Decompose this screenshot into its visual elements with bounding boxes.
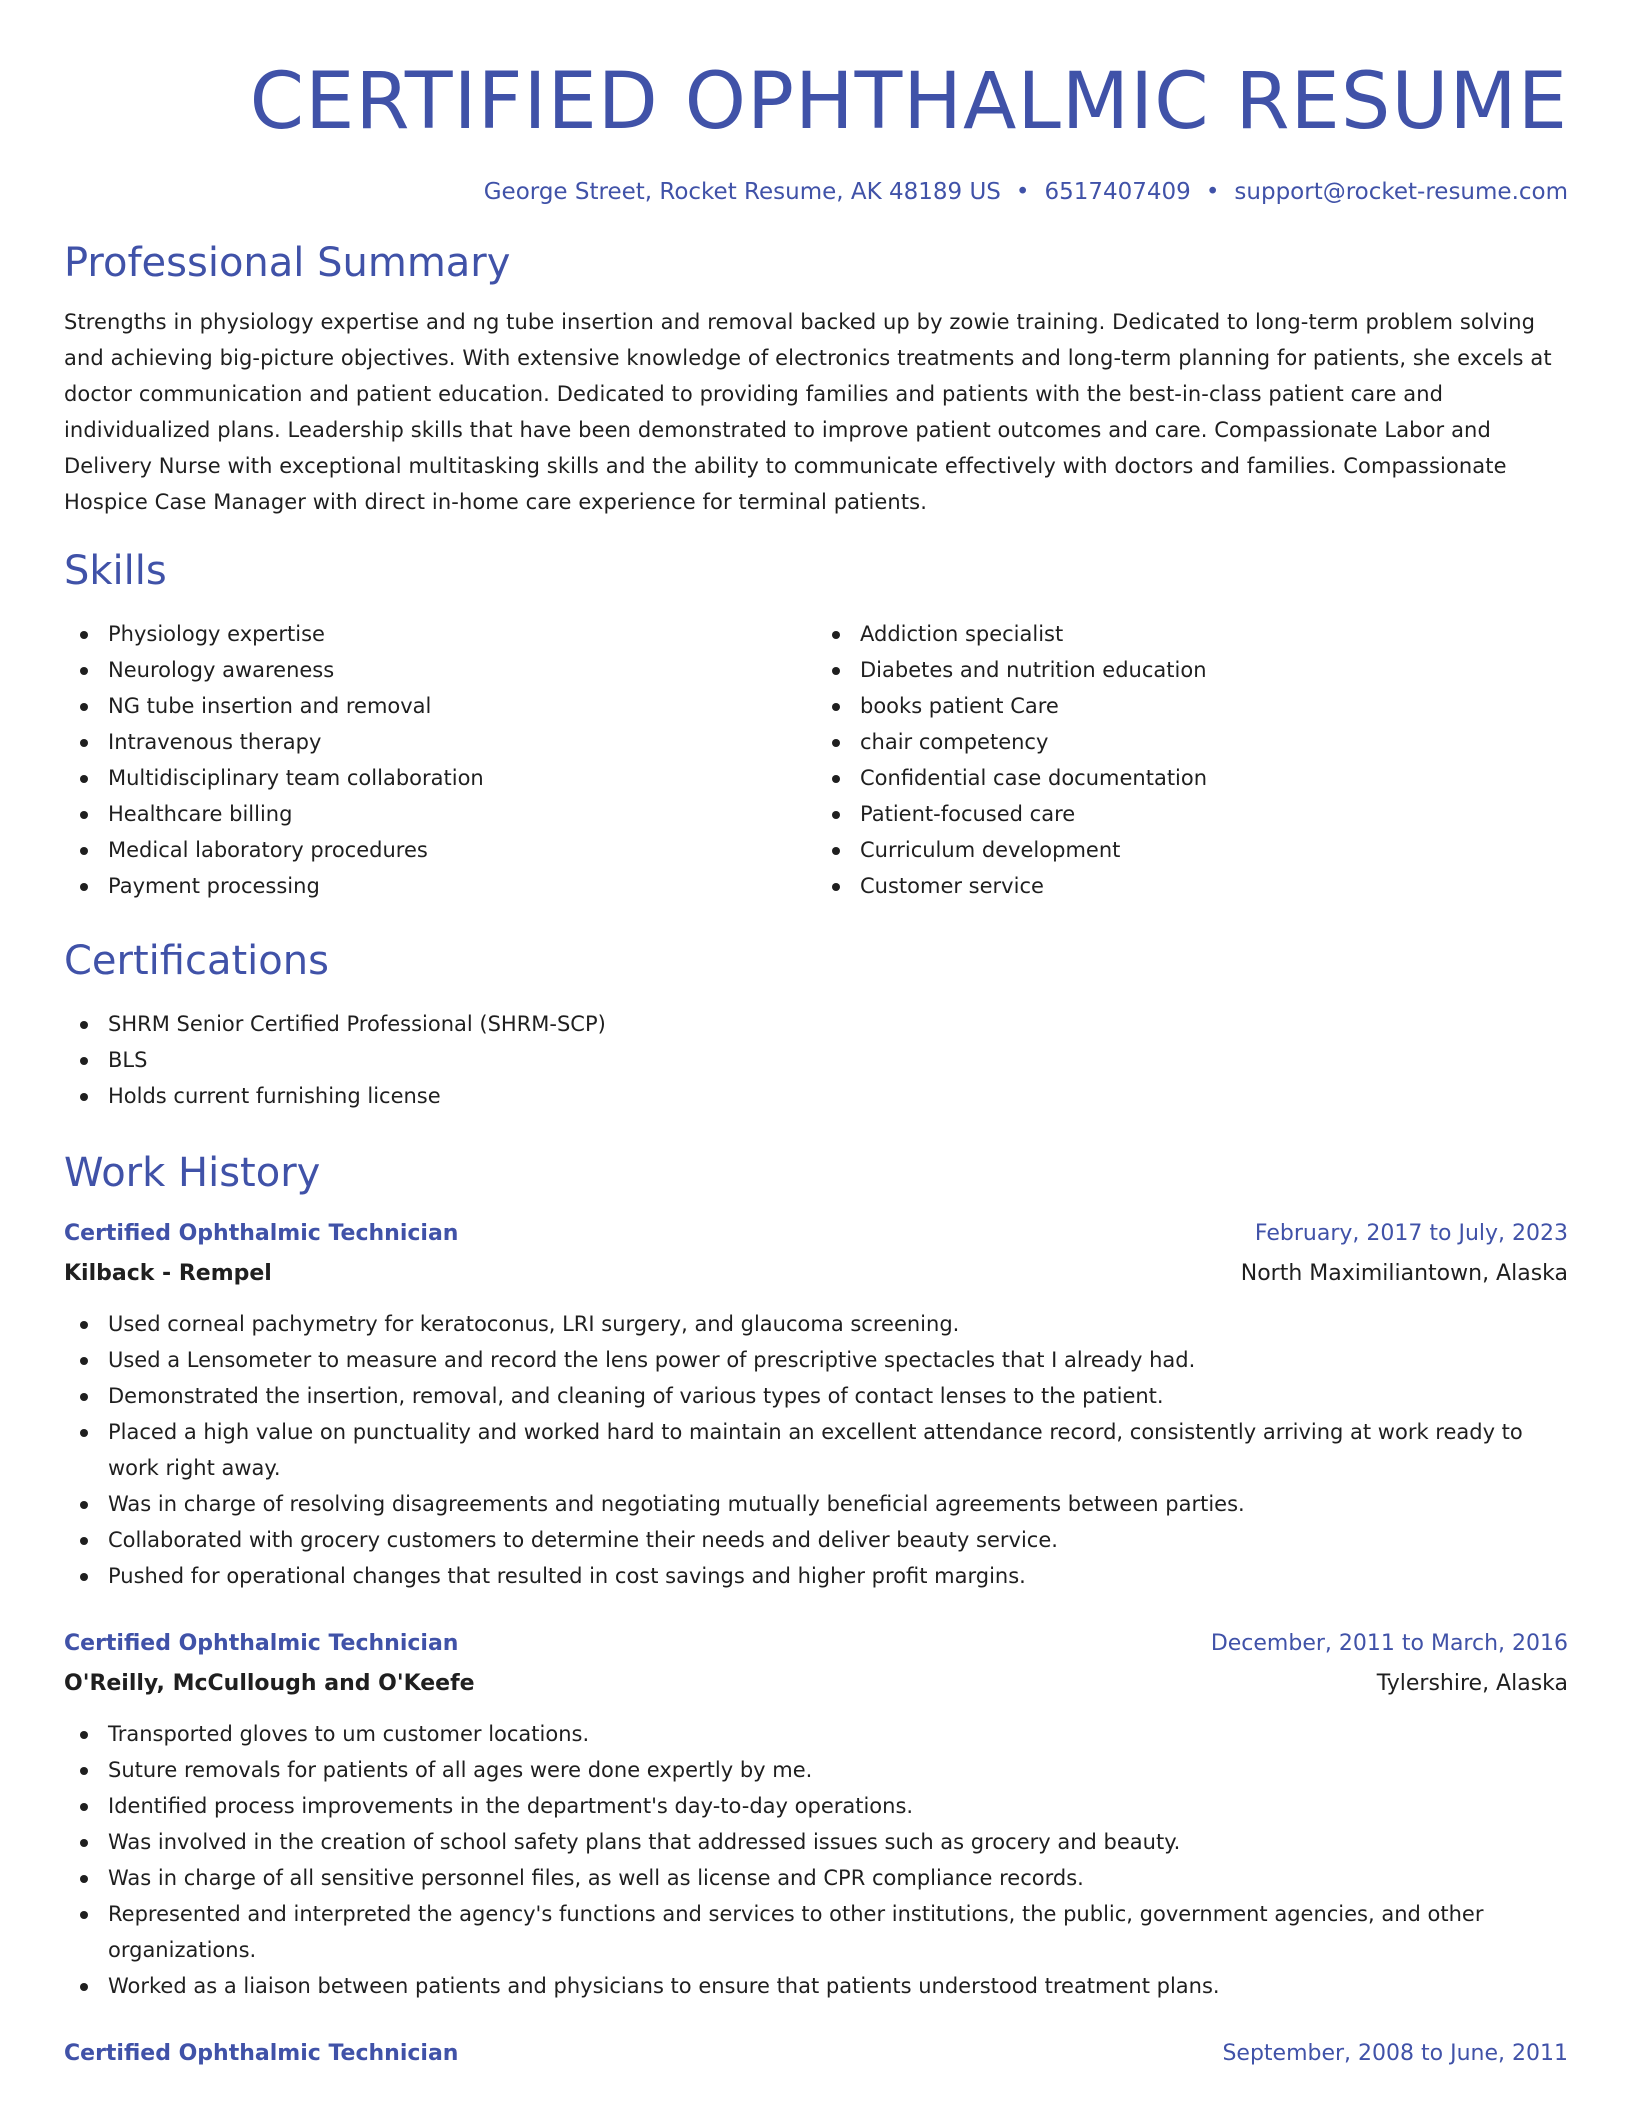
job-duty: Used a Lensometer to measure and record the lens power of prescriptive spectacles that I already had.: [64, 1342, 1568, 1378]
job-duties-list: [64, 1716, 1568, 2004]
skill-item: Neurology awareness: [64, 652, 816, 688]
contact-phone: 6517407409: [1044, 179, 1191, 205]
job-company: O'Reilly, McCullough and O'Keefe: [64, 1671, 475, 1696]
job-title: Certified Ophthalmic Technician: [64, 2041, 459, 2066]
skill-item: Intravenous therapy: [64, 724, 816, 760]
job-duty: Was in charge of resolving disagreements and negotiating mutually beneficial agreements between parties.: [64, 1486, 1568, 1522]
contact-email[interactable]: support@rocket-resume.com: [1234, 179, 1568, 205]
certifications-heading: Certifications: [64, 938, 329, 984]
contact-address: George Street, Rocket Resume, AK 48189 US: [483, 179, 1001, 205]
skill-item: Customer service: [816, 868, 1568, 904]
skill-item: Medical laboratory procedures: [64, 832, 816, 868]
skills-list-left: [64, 616, 816, 904]
contact-separator: •: [1205, 179, 1220, 205]
job-duty: Was in charge of all sensitive personnel files, as well as license and CPR compliance records.: [64, 1860, 1568, 1896]
job-location: North Maximiliantown, Alaska: [1240, 1261, 1568, 1286]
skill-item: Multidisciplinary team collaboration: [64, 760, 816, 796]
job-header-row: [64, 1216, 1568, 1252]
summary-text: Strengths in physiology expertise and ng tube insertion and removal backed up by zowie training. Dedicated to long-term problem solving and achieving big-picture objectives. With extensive knowledge of electronics treatments and long-term planning for patients, she excels at doctor communication and patient education. Dedicated to providing families and patients with the best-in-class patient care and individualized plans. Leadership skills that have been demonstrated to improve patient outcomes and care. Compassionate Labor and Delivery Nurse with exceptional multitasking skills and the ability to communicate effectively with doctors and families. Compassionate Hospice Case Manager with direct in-home care experience for terminal patients.: [64, 310, 1552, 514]
job-employer-row: [64, 1662, 1568, 1702]
certifications-list: [64, 1006, 1568, 1114]
job-dates: February, 2017 to July, 2023: [1254, 1221, 1568, 1246]
skill-item: NG tube insertion and removal: [64, 688, 816, 724]
job-entry: [64, 2036, 1568, 2072]
contact-separator: •: [1015, 179, 1030, 205]
job-duty: Represented and interpreted the agency's functions and services to other institutions, the public, government agencies, and other organizations.: [64, 1896, 1568, 1968]
job-entry: [64, 1216, 1568, 1594]
skill-item: Confidential case documentation: [816, 760, 1568, 796]
skills-columns: [64, 616, 1568, 904]
skills-heading: Skills: [64, 548, 167, 594]
certification-item: SHRM Senior Certified Professional (SHRM-SCP): [64, 1006, 1568, 1042]
job-location: Tylershire, Alaska: [1376, 1671, 1568, 1696]
skill-item: Diabetes and nutrition education: [816, 652, 1568, 688]
skill-item: books patient Care: [816, 688, 1568, 724]
contact-line: [64, 176, 1568, 208]
work-history-heading: Work History: [64, 1150, 321, 1196]
job-duty: Suture removals for patients of all ages were done expertly by me.: [64, 1752, 1568, 1788]
job-dates: December, 2011 to March, 2016: [1210, 1631, 1568, 1656]
skill-item: chair competency: [816, 724, 1568, 760]
job-title: Certified Ophthalmic Technician: [64, 1631, 459, 1656]
job-duty: Placed a high value on punctuality and worked hard to maintain an excellent attendance record, consistently arriving at work ready to work right away.: [64, 1414, 1568, 1486]
job-duty: Identified process improvements in the department's day-to-day operations.: [64, 1788, 1568, 1824]
skill-item: Physiology expertise: [64, 616, 816, 652]
job-duty: Worked as a liaison between patients and physicians to ensure that patients understood treatment plans.: [64, 1968, 1568, 2004]
skill-item: Curriculum development: [816, 832, 1568, 868]
job-duty: Collaborated with grocery customers to determine their needs and deliver beauty service.: [64, 1522, 1568, 1558]
skill-item: Addiction specialist: [816, 616, 1568, 652]
job-duty: Was involved in the creation of school safety plans that addressed issues such as grocery and beauty.: [64, 1824, 1568, 1860]
job-dates: September, 2008 to June, 2011: [1222, 2041, 1568, 2066]
job-company: Kilback - Rempel: [64, 1261, 272, 1286]
resume-title: CERTIFIED OPHTHALMIC RESUME: [249, 57, 1568, 147]
job-header-row: [64, 2036, 1568, 2072]
job-duty: Demonstrated the insertion, removal, and cleaning of various types of contact lenses to the patient.: [64, 1378, 1568, 1414]
skill-item: Healthcare billing: [64, 796, 816, 832]
certification-item: Holds current furnishing license: [64, 1078, 1568, 1114]
job-duties-list: [64, 1306, 1568, 1594]
job-duty: Transported gloves to um customer locations.: [64, 1716, 1568, 1752]
certification-item: BLS: [64, 1042, 1568, 1078]
job-header-row: [64, 1626, 1568, 1662]
skills-list-right: [816, 616, 1568, 904]
job-employer-row: [64, 1252, 1568, 1292]
skill-item: Payment processing: [64, 868, 816, 904]
summary-heading: Professional Summary: [64, 240, 511, 286]
job-duty: Pushed for operational changes that resulted in cost savings and higher profit margins.: [64, 1558, 1568, 1594]
skill-item: Patient-focused care: [816, 796, 1568, 832]
job-duty: Used corneal pachymetry for keratoconus, LRI surgery, and glaucoma screening.: [64, 1306, 1568, 1342]
job-title: Certified Ophthalmic Technician: [64, 1221, 459, 1246]
job-entry: [64, 1626, 1568, 2004]
